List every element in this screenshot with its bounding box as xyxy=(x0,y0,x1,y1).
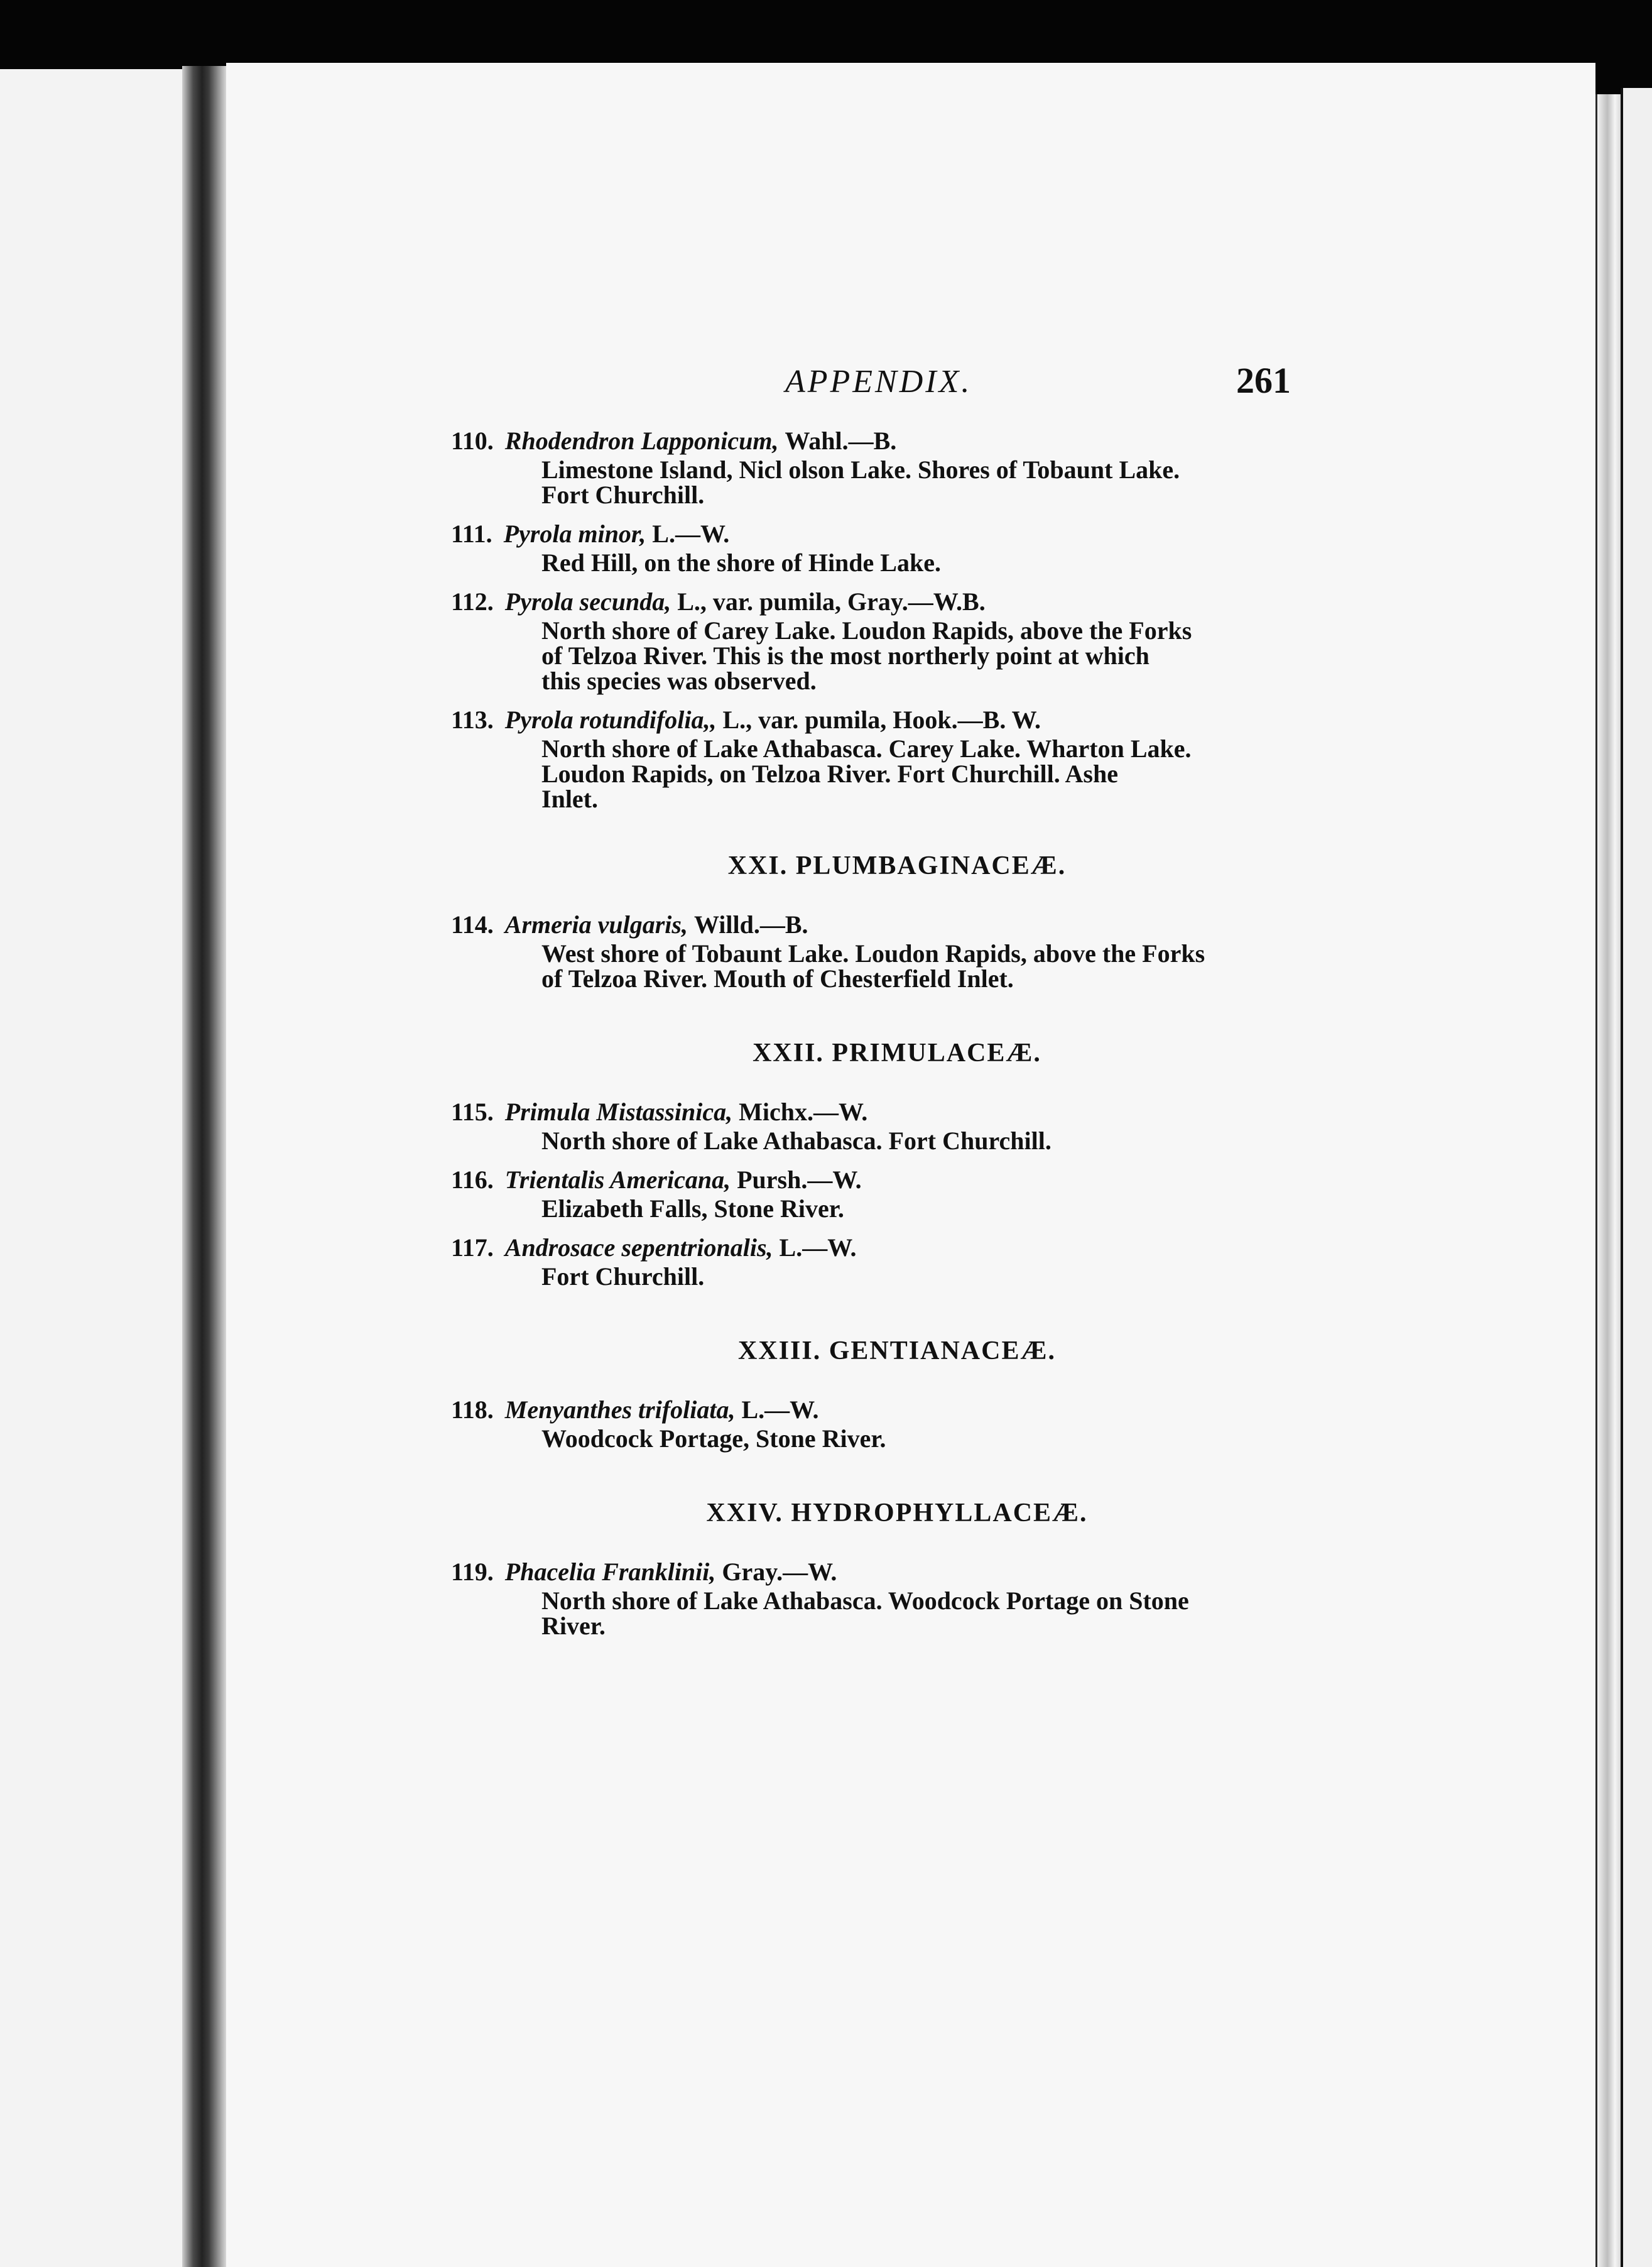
locality-text xyxy=(541,941,1293,991)
page-number: 261 xyxy=(1236,360,1291,401)
species-authority: L., var. pumila, Gray.—W.B. xyxy=(677,587,986,616)
locality-text xyxy=(541,618,1293,694)
species-entry xyxy=(451,1096,1293,1154)
locality-line: this species was observed. xyxy=(541,667,817,695)
locality-line: Woodcock Portage, Stone River. xyxy=(541,1424,886,1453)
entry-number: 112. xyxy=(451,587,494,616)
species-name: Pyrola secunda, xyxy=(504,587,671,616)
entry-group xyxy=(451,1556,1293,1639)
entry-number: 117. xyxy=(451,1233,494,1262)
entry-number: 113. xyxy=(451,706,494,734)
species-name: Trientalis Americana, xyxy=(504,1166,731,1194)
locality-line: Elizabeth Falls, Stone River. xyxy=(541,1194,844,1223)
running-head: APPENDIX. xyxy=(785,364,972,400)
species-name: Primula Mistassinica, xyxy=(504,1098,733,1126)
species-authority: L.—W. xyxy=(779,1233,857,1262)
locality-text xyxy=(541,1264,1293,1289)
locality-line: Limestone Island, Nicl olson Lake. Shores of Tobaunt Lake. xyxy=(541,456,1180,484)
book-gutter xyxy=(182,66,226,2267)
entry-number: 118. xyxy=(451,1396,494,1424)
locality-line: of Telzoa River. This is the most northerly point at which xyxy=(541,642,1149,670)
species-name: Armeria vulgaris, xyxy=(504,910,688,939)
entry-heading xyxy=(451,425,1293,457)
species-name: Phacelia Franklinii, xyxy=(504,1558,716,1586)
locality-line: North shore of Lake Athabasca. Carey Lake. Wharton Lake. xyxy=(541,735,1192,763)
locality-text xyxy=(541,550,1293,576)
entry-number: 119. xyxy=(451,1558,494,1586)
entry-heading xyxy=(451,1232,1293,1264)
species-authority: L., var. pumila, Hook.—B. W. xyxy=(722,706,1041,734)
page-edge-stack xyxy=(1595,94,1622,2267)
page-content xyxy=(451,425,1293,1649)
locality-line: North shore of Carey Lake. Loudon Rapids, above the Forks xyxy=(541,616,1192,645)
entry-number: 114. xyxy=(451,910,494,939)
species-entry xyxy=(451,425,1293,508)
left-page-edge xyxy=(0,69,182,2267)
species-authority: L.—W. xyxy=(741,1396,819,1424)
species-entry xyxy=(451,518,1293,576)
entry-number: 111. xyxy=(451,520,492,548)
locality-line: Inlet. xyxy=(541,785,598,813)
entry-number: 110. xyxy=(451,427,494,455)
locality-line: West shore of Tobaunt Lake. Loudon Rapids, above the Forks xyxy=(541,939,1205,968)
locality-text xyxy=(541,736,1293,812)
family-heading: XXIV. HYDROPHYLLACEÆ. xyxy=(706,1499,1088,1527)
species-entry xyxy=(451,1394,1293,1451)
entry-heading xyxy=(451,909,1293,941)
locality-line: of Telzoa River. Mouth of Chesterfield Inlet. xyxy=(541,964,1014,993)
species-entry xyxy=(451,909,1293,991)
entry-group xyxy=(451,909,1293,991)
species-authority: Wahl.—B. xyxy=(785,427,897,455)
entry-heading xyxy=(451,1394,1293,1426)
locality-text xyxy=(541,1426,1293,1451)
species-entry xyxy=(451,704,1293,812)
species-name: Pyrola rotundifolia,, xyxy=(504,706,717,734)
locality-line: North shore of Lake Athabasca. Woodcock Portage on Stone xyxy=(541,1587,1189,1615)
species-authority: Willd.—B. xyxy=(693,910,808,939)
species-name: Menyanthes trifoliata, xyxy=(504,1396,736,1424)
locality-line: North shore of Lake Athabasca. Fort Churchill. xyxy=(541,1127,1052,1155)
locality-line: River. xyxy=(541,1612,606,1640)
entry-group xyxy=(451,1394,1293,1451)
species-authority: Pursh.—W. xyxy=(737,1166,862,1194)
species-name: Rhodendron Lapponicum, xyxy=(504,427,779,455)
locality-line: Fort Churchill. xyxy=(541,1262,705,1291)
species-entry xyxy=(451,586,1293,694)
species-entry xyxy=(451,1232,1293,1289)
entry-number: 115. xyxy=(451,1098,494,1126)
family-heading: XXI. PLUMBAGINACEÆ. xyxy=(727,851,1067,880)
locality-text xyxy=(541,1588,1293,1639)
entry-group xyxy=(451,425,1293,812)
entry-number: 116. xyxy=(451,1166,494,1194)
species-authority: Michx.—W. xyxy=(739,1098,868,1126)
entry-heading xyxy=(451,1096,1293,1128)
species-name: Pyrola minor, xyxy=(503,520,646,548)
locality-line: Loudon Rapids, on Telzoa River. Fort Churchill. Ashe xyxy=(541,760,1118,788)
entry-heading xyxy=(451,1164,1293,1196)
family-heading: XXIII. GENTIANACEÆ. xyxy=(738,1336,1056,1365)
scan-right-border xyxy=(1621,88,1652,2267)
species-authority: L.—W. xyxy=(652,520,730,548)
entry-heading xyxy=(451,704,1293,736)
locality-line: Fort Churchill. xyxy=(541,481,705,509)
locality-text xyxy=(541,1128,1293,1154)
entry-group xyxy=(451,1096,1293,1289)
entry-heading xyxy=(451,1556,1293,1588)
locality-text xyxy=(541,457,1293,508)
locality-text xyxy=(541,1196,1293,1221)
entry-heading xyxy=(451,518,1293,550)
species-name: Androsace sepentrionalis, xyxy=(504,1233,773,1262)
entry-heading xyxy=(451,586,1293,618)
species-entry xyxy=(451,1556,1293,1639)
family-heading: XXII. PRIMULACEÆ. xyxy=(753,1039,1041,1068)
locality-line: Red Hill, on the shore of Hinde Lake. xyxy=(541,549,941,577)
species-entry xyxy=(451,1164,1293,1221)
species-authority: Gray.—W. xyxy=(722,1558,837,1586)
